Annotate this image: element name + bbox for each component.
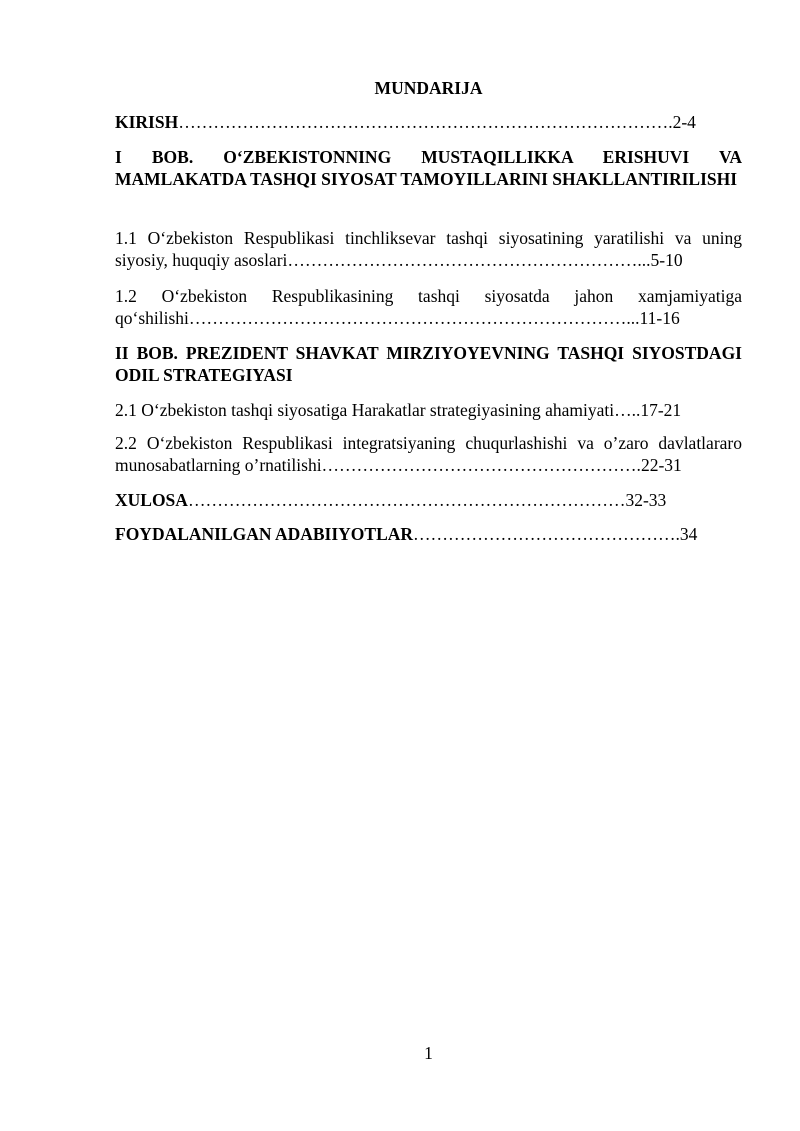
toc-page-range: 2-4	[672, 112, 696, 132]
toc-leader: …………………………………………………………………	[187, 490, 626, 510]
toc-leader: ……………………………………….	[413, 524, 680, 544]
toc-chapter-1: I BOB. O‘ZBEKISTONNING MUSTAQILLIKKA ERISHUVI VA MAMLAKATDA TASHQI SIYOSAT TAMOYILLARINI SHAKLLANTIRILISHI	[115, 147, 742, 189]
toc-section-text: 2.1 O‘zbekiston tashqi siyosatiga Harakatlar strategiyasining ahamiyati…..	[115, 400, 641, 420]
toc-page-range: 34	[679, 524, 698, 544]
toc-page-range: 32-33	[625, 490, 667, 510]
toc-entry-kirish	[115, 111, 742, 133]
toc-entry-label: XULOSA	[115, 490, 188, 510]
toc-section-1-1	[115, 227, 742, 271]
toc-page-range: 17-21	[640, 400, 682, 420]
toc-entry-label: KIRISH	[115, 112, 179, 132]
toc-section-1-2	[115, 285, 742, 329]
toc-section-2-1	[115, 399, 742, 421]
toc-entry-label: FOYDALANILGAN ADABIIYOTLAR	[115, 524, 414, 544]
toc-chapter-2: II BOB. PREZIDENT SHAVKAT MIRZIYOYEVNING TASHQI SIYOSTDAGI ODIL STRATEGIYASI	[115, 343, 742, 385]
document-page	[115, 0, 742, 1131]
toc-title: MUNDARIJA	[374, 78, 483, 98]
toc-leader: ………………………………………………………………………….	[178, 112, 673, 132]
toc-entry-xulosa	[115, 489, 742, 511]
page-number: 1	[424, 1043, 433, 1063]
toc-section-text: 1.2 O‘zbekiston Respublikasining tashqi siyosatda jahon xamjamiyatiga qo‘shilishi…………………………………………………………………...	[115, 286, 742, 328]
toc-section-2-2	[115, 432, 742, 476]
toc-page-range: 22-31	[640, 455, 682, 475]
toc-page-range: .5-10	[646, 250, 683, 270]
toc-page-range: 11-16	[639, 308, 680, 328]
toc-section-text: 2.2 O‘zbekiston Respublikasi integratsiyaning chuqurlashishi va o’zaro davlatlararo munosabatlarning o’rnatilishi……………………………………………….	[115, 433, 742, 475]
toc-section-text: 1.1 O‘zbekiston Respublikasi tinchliksevar tashqi siyosatining yaratilishi va uning siyosiy, huquqiy asoslari……………………………………………………..	[115, 228, 742, 270]
toc-entry-adabiyotlar	[115, 523, 742, 545]
